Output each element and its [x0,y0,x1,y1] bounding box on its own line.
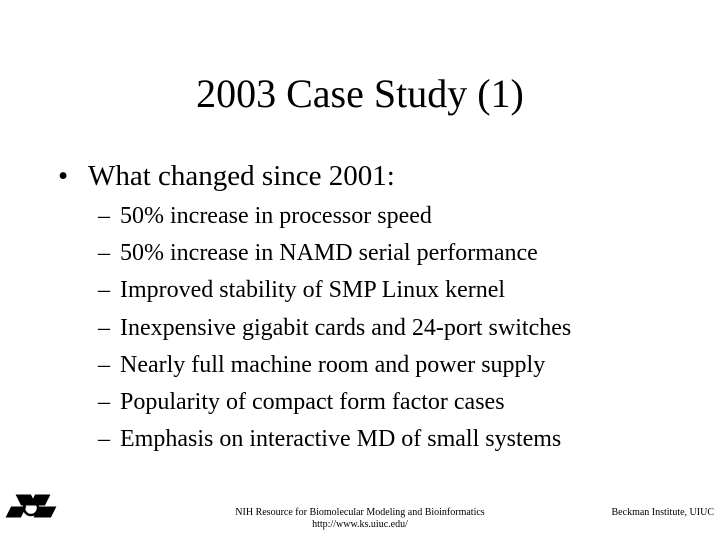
main-bullet-text: What changed since 2001: [88,160,395,192]
bullet-marker: • [58,160,69,192]
sub-bullet-text: 50% increase in processor speed [120,203,432,229]
main-bullet [58,158,395,194]
sub-bullet-item [98,347,571,384]
beckman-institute-logo-icon [4,490,64,536]
sub-bullet-item [98,272,571,309]
dash-marker: – [98,389,110,416]
footer-center [200,507,520,531]
dash-marker: – [98,277,110,304]
sub-bullet-text: 50% increase in NAMD serial performance [120,240,538,267]
sub-bullet-text: Improved stability of SMP Linux kernel [120,277,506,304]
sub-bullet-item [98,384,571,421]
footer-institute: Beckman Institute, UIUC [611,507,714,518]
sub-bullet-item [98,198,571,235]
slide-title: 2003 Case Study (1) [196,71,524,116]
sub-bullet-item [98,421,571,458]
dash-marker: – [98,240,110,267]
sub-bullet-list [98,198,571,458]
sub-bullet-item [98,235,571,272]
sub-bullet-text: Emphasis on interactive MD of small systems [120,426,562,453]
dash-marker: – [98,351,110,378]
footer-url: http://www.ks.uiuc.edu/ [312,519,408,530]
dash-marker: – [98,314,110,341]
sub-bullet-text: Inexpensive gigabit cards and 24-port switches [120,314,572,341]
dash-marker: – [98,426,110,453]
dash-marker: – [98,203,110,229]
sub-bullet-item [98,310,571,347]
sub-bullet-text: Popularity of compact form factor cases [120,389,505,416]
footer-resource-name: NIH Resource for Biomolecular Modeling and Bioinformatics [235,507,485,518]
sub-bullet-text: Nearly full machine room and power supply [120,351,546,378]
